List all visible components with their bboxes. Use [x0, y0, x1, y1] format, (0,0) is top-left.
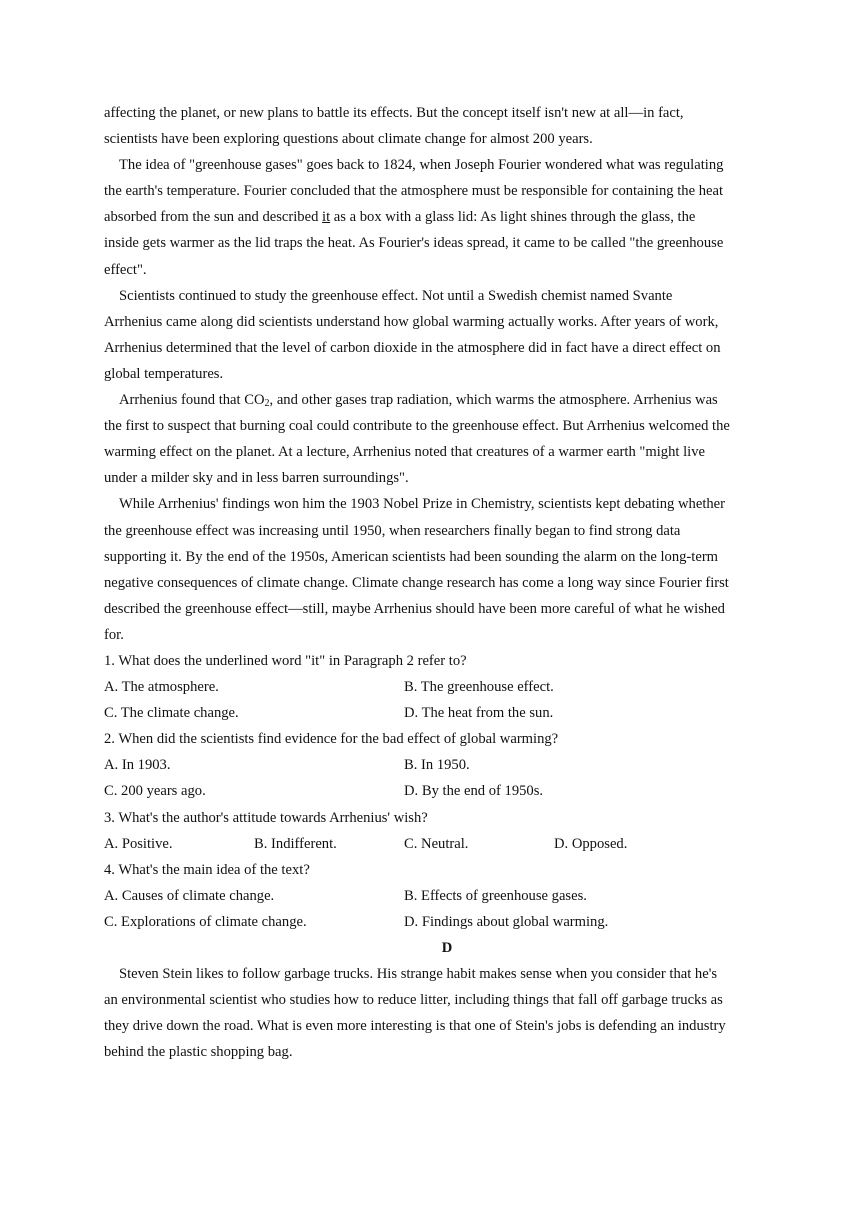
text-span: , and other gases trap radiation, which warms the atmosphere. Arrhenius was — [269, 392, 718, 409]
text-line: affecting the planet, or new plans to battle its effects. But the concept itself isn't new at all—in fact, — [104, 105, 684, 121]
text-line: The idea of "greenhouse gases" goes back to 1824, when Joseph Fourier wondered what was regulating — [119, 157, 724, 174]
question-2 — [104, 726, 760, 804]
option-c: C. The climate change. — [104, 705, 239, 722]
option-b: B. The greenhouse effect. — [404, 679, 554, 696]
text-line: Arrhenius determined that the level of carbon dioxide in the atmosphere did in fact have a direct effect on — [104, 339, 721, 356]
text-line: the greenhouse effect was increasing until 1950, when researchers finally began to find strong data — [104, 522, 681, 539]
options-row — [104, 831, 760, 857]
question-1 — [104, 648, 760, 726]
options-row — [104, 883, 760, 909]
text-line: Arrhenius came along did scientists understand how global warming actually works. After years of work, — [104, 313, 719, 330]
subscript: 2 — [264, 398, 270, 410]
text-line — [104, 204, 760, 230]
option-a: A. Causes of climate change. — [104, 887, 275, 904]
text-line: described the greenhouse effect—still, maybe Arrhenius should have been more careful of what he wished — [104, 600, 725, 617]
text-line: warming effect on the planet. At a lecture, Arrhenius noted that creatures of a warmer earth "might live — [104, 444, 705, 461]
paragraph-1 — [104, 100, 760, 152]
option-b: B. Indifferent. — [254, 835, 337, 852]
text-line: negative consequences of climate change. Climate change research has come a long way since Fourier first — [104, 574, 729, 591]
underlined-word: it — [322, 209, 331, 226]
text-line: for. — [104, 626, 124, 643]
question-stem: 3. What's the author's attitude towards Arrhenius' wish? — [104, 809, 428, 826]
text-line: global temperatures. — [104, 365, 224, 382]
option-d: D. Findings about global warming. — [404, 913, 609, 930]
text-line: Steven Stein likes to follow garbage trucks. His strange habit makes sense when you consider that he's — [119, 966, 718, 983]
option-a: A. In 1903. — [104, 757, 171, 774]
text-line: While Arrhenius' findings won him the 1903 Nobel Prize in Chemistry, scientists kept debating whether — [119, 496, 726, 513]
options-row — [104, 752, 760, 778]
text-line: they drive down the road. What is even more interesting is that one of Stein's jobs is defending an industry — [104, 1018, 726, 1035]
option-c: C. 200 years ago. — [104, 783, 206, 800]
options-row — [104, 778, 760, 804]
text-line: Scientists continued to study the greenhouse effect. Not until a Swedish chemist named Svante — [119, 287, 673, 304]
text-line: behind the plastic shopping bag. — [104, 1044, 293, 1061]
text-span: absorbed from the sun and described — [104, 209, 323, 226]
option-d: D. The heat from the sun. — [404, 705, 554, 722]
text-line: scientists have been exploring questions about climate change for almost 200 years. — [104, 131, 593, 148]
paragraph-d1 — [104, 961, 760, 1065]
text-span: Arrhenius found that CO — [119, 392, 265, 409]
option-d: D. Opposed. — [554, 835, 628, 852]
option-d: D. By the end of 1950s. — [404, 783, 544, 800]
text-line — [104, 387, 760, 413]
option-a: A. Positive. — [104, 835, 173, 852]
option-b: B. Effects of greenhouse gases. — [404, 887, 587, 904]
page-content — [104, 100, 760, 1065]
paragraph-5 — [104, 491, 760, 648]
text-line: supporting it. By the end of the 1950s, American scientists had been sounding the alarm on the long-term — [104, 548, 719, 565]
text-line: under a milder sky and in less barren surroundings". — [104, 470, 409, 487]
options-row — [104, 674, 760, 700]
text-line: effect". — [104, 261, 147, 278]
option-b: B. In 1950. — [404, 757, 470, 774]
paragraph-3 — [104, 283, 760, 387]
paragraph-2 — [104, 152, 760, 282]
question-stem: 1. What does the underlined word "it" in Paragraph 2 refer to? — [104, 652, 467, 669]
text-line: the first to suspect that burning coal could contribute to the greenhouse effect. But Arrhenius welcomed the — [104, 418, 730, 435]
options-row — [104, 909, 760, 935]
question-3 — [104, 805, 760, 857]
text-line: an environmental scientist who studies how to reduce litter, including things that fall off garbage trucks as — [104, 992, 723, 1009]
option-a: A. The atmosphere. — [104, 679, 219, 696]
section-heading-d: D — [441, 940, 453, 956]
option-c: C. Neutral. — [404, 835, 469, 852]
text-line: the earth's temperature. Fourier concluded that the atmosphere must be responsible for containing the heat — [104, 183, 724, 200]
text-line: inside gets warmer as the lid traps the heat. As Fourier's ideas spread, it came to be called "the greenhouse — [104, 235, 724, 252]
question-stem: 4. What's the main idea of the text? — [104, 861, 310, 878]
question-stem: 2. When did the scientists find evidence for the bad effect of global warming? — [104, 731, 559, 748]
option-c: C. Explorations of climate change. — [104, 913, 307, 930]
options-row — [104, 700, 760, 726]
text-span: as a box with a glass lid: As light shines through the glass, the — [330, 209, 696, 226]
paragraph-4 — [104, 387, 760, 491]
question-4 — [104, 857, 760, 935]
